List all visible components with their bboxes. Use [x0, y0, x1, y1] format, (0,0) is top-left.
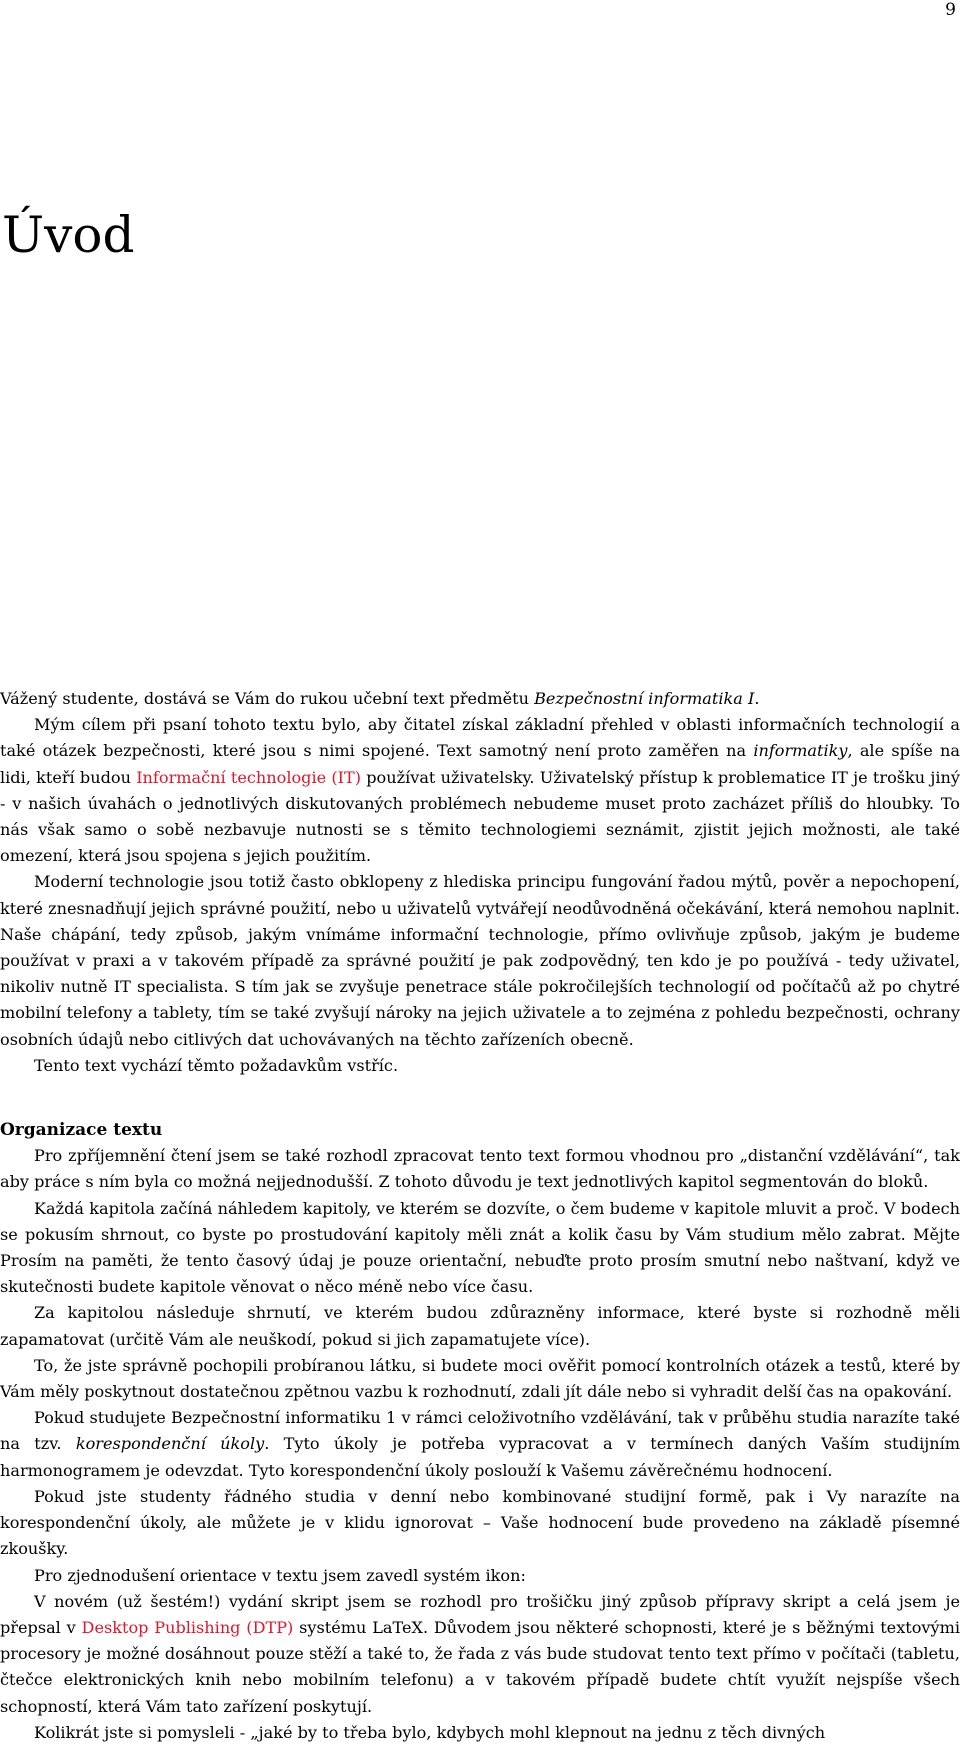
text-run: Vážený studente, dostává se Vám do rukou učební text předmětu [0, 689, 535, 708]
main-content [0, 686, 960, 1746]
section-paragraph-7: Pro zjednodušení orientace v textu jsem zavedl systém ikon: [34, 1565, 526, 1585]
glossary-link-it[interactable]: Informační technologie (IT) [136, 767, 362, 787]
text-run: Mým cílem při psaní tohoto textu bylo, aby čitatel získal základní přehled v oblasti informačních technologií a také otázek bezpečnosti, které jsou s nimi spojené. Text samotný není proto zaměřen na [0, 715, 960, 761]
text-run: . [754, 689, 760, 708]
informatiky-emphasis: informatiky [753, 741, 848, 761]
latex-logo: LaTeX [372, 1617, 423, 1637]
text-run: používat uživatelsky. Uživatelský přístup k problematice IT je trošku jiný - v našich úvahách o jednotlivých diskutovaných problémech nebudeme muset proto zacházet příliš do hloubky. To nás však samo o sobě nezbavuje nutnosti se s těmito technologiemi seznámit, zjistit jejich možnosti, ale také omezení, která jsou spojena s jejich použitím. [0, 767, 960, 866]
section-paragraph-8 [0, 1589, 960, 1720]
section-paragraph-4: To, že jste správně pochopili probíranou látku, si budete moci ověřit pomocí kontrolních otázek a testů, které by Vám měly poskytnout dostatečnou zpětnou vazbu k rozhodnutí, zdali jít dále nebo si vyhradit delší čas na opakování. [0, 1355, 960, 1402]
section-paragraph-3: Za kapitolou následuje shrnutí, ve kterém budou zdůrazněny informace, které byste si rozhodně měli zapamatovat (určitě Vám ale neuškodí, pokud si jich zapamatujete více). [0, 1303, 960, 1349]
text-run: V novém (už šestém!) vydání skript jsem se rozhodl pro trošičku jiný způsob přípravy skript a celá jsem je přepsal v [0, 1591, 960, 1637]
korespondencni-ukoly-emphasis: korespondenční úkoly [75, 1434, 265, 1454]
course-name-emphasis: Bezpečnostní informatika I [534, 689, 755, 708]
text-run: Pokud studujete Bezpečnostní informatiku 1 v rámci celoživotního vzdělávání, tak v průběhu studia narazíte také na tzv. [0, 1408, 960, 1454]
section-paragraph-2: Každá kapitola začíná náhledem kapitoly, ve kterém se dozvíte, o čem budeme v kapitole mluvit a proč. V bodech se pokusím shrnout, co byste po prostudování kapitoly měli znát a kolik času by Vám studium mělo zabrat. Mějte Prosím na paměti, že tento časový údaj je pouze orientační, nebuďte proto prosím smutní nebo naštvaní, když ve skutečnosti budete kapitole věnovat o něco méně nebo více času. [0, 1198, 960, 1297]
chapter-title: Úvod [2, 206, 135, 264]
intro-paragraph-1 [0, 686, 960, 712]
text-run: , ale spíše na lidi, kteří budou [0, 741, 960, 787]
section-paragraph-6: Pokud jste studenty řádného studia v denní nebo kombinované studijní formě, pak i Vy narazíte na korespondenční úkoly, ale můžete je v klidu ignorovat – Vaše hodnocení bude provedeno na základě písemné zkoušky. [0, 1486, 960, 1559]
section-paragraph-5 [0, 1405, 960, 1484]
text-run: . Důvodem jsou některé schopnosti, které je s běžnými textovými procesory je možné dosáhnout pouze stěží a také to, že řada z vás bude studovat tento text přímo v počítači (tabletu, čtečce elektronických knih nebo mobilním telefonu) a v takovém případě budete chtít využít nejspíše všech schopností, která Vám tato zařízení poskytují. [0, 1617, 960, 1716]
section-heading: Organizace textu [0, 1120, 163, 1141]
intro-paragraph-3: Moderní technologie jsou totiž často obklopeny z hlediska principu fungování řadou mýtů, pověr a nepochopení, které znesnadňují jejich správné použití, nebo u uživatelů vytvářejí neodůvodněná očekávání, která nemohou naplnit. Naše chápání, tedy způsob, jakým vnímáme informační technologie, přímo ovlivňuje způsob, jakým je budeme používat v praxi a v takovém případě za správné použití je pak zodpovědný, ten kdo je po používá - tedy uživatel, nikoliv nutně IT specialista. S tím jak se zvyšuje penetrace stále pokročilejších technologií od počítačů až po chytré mobilní telefony a tablety, tím se také zvyšují nároky na jejich uživatele a to zejména z pohledu bezpečnosti, ochrany osobních údajů nebo citlivých dat uchovávaných na těchto zařízeních obecně. [0, 872, 960, 1049]
page-number: 9 [945, 0, 956, 20]
intro-paragraph-4: Tento text vychází těmto požadavkům vstříc. [34, 1055, 399, 1075]
text-run: . Tyto úkoly je potřeba vypracovat a v termínech daných Vaším studijním harmonogramem je odevzdat. Tyto korespondenční úkoly poslouží k Vašemu závěrečnému hodnocení. [0, 1434, 960, 1480]
text-run: systému [293, 1617, 373, 1637]
glossary-link-dtp[interactable]: Desktop Publishing (DTP) [81, 1617, 294, 1637]
section-paragraph-1: Pro zpříjemnění čtení jsem se také rozhodl zpracovat tento text formou vhodnou pro „distanční vzdělávání“, tak aby práce s ním byla co možná nejjednodušší. Z tohoto důvodu je text jednotlivých kapitol segmentován do bloků. [0, 1146, 960, 1192]
section-paragraph-9: Kolikrát jste si pomysleli - „jaké by to třeba bylo, kdybych mohl klepnout na jednu z těch divných [34, 1722, 826, 1742]
intro-paragraph-2 [0, 712, 960, 869]
